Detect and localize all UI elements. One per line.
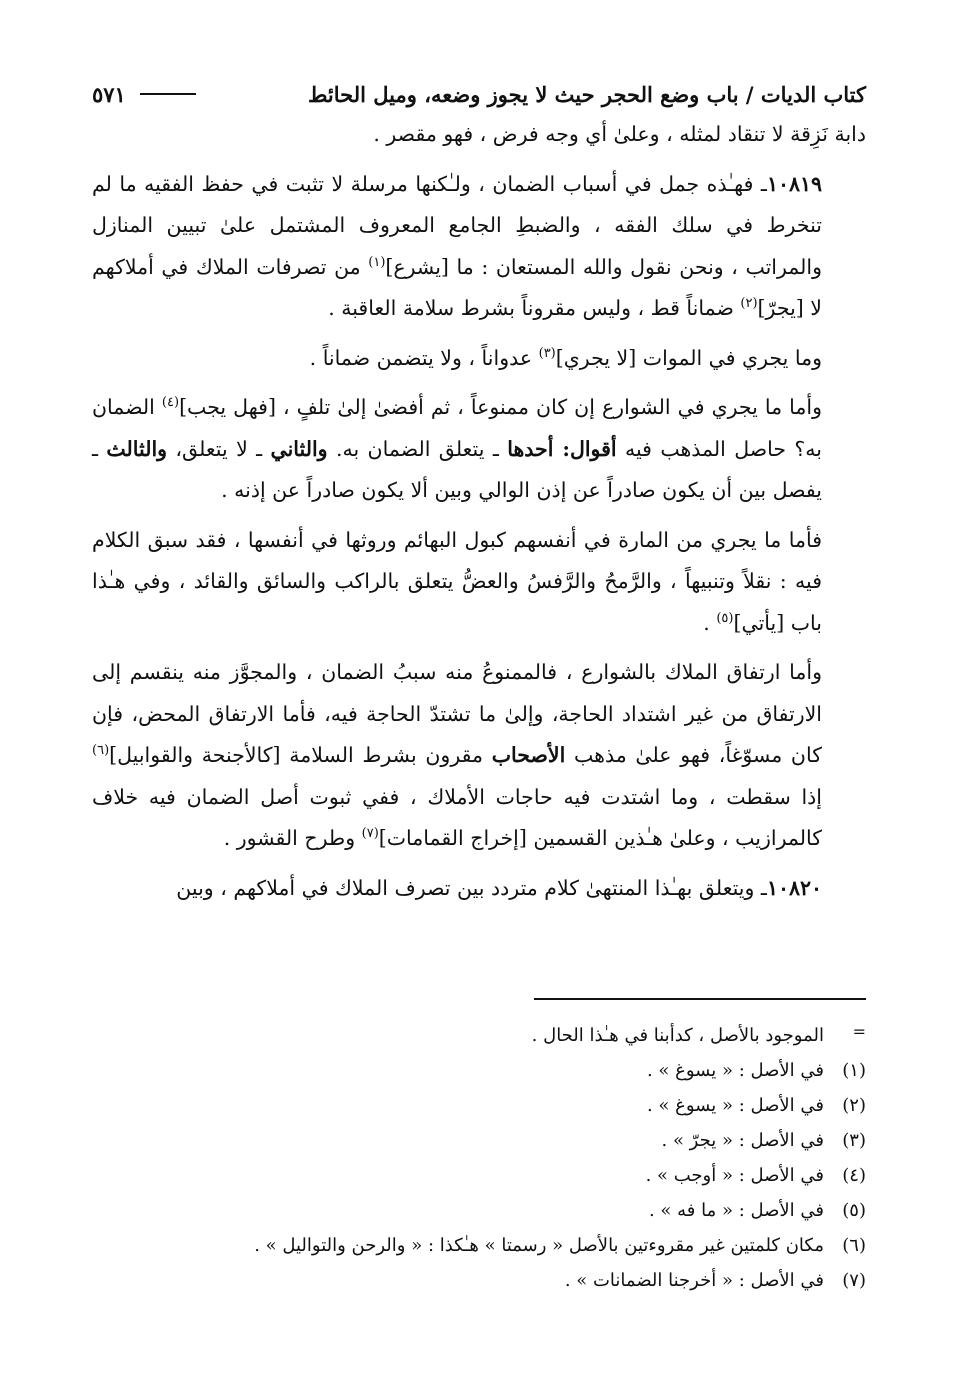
footnote-2 — [92, 1088, 866, 1123]
footnote-number: (١) — [842, 1060, 866, 1081]
footnote-ref-1[interactable]: (١) — [368, 254, 386, 270]
header-title: كتاب الديات / باب وضع الحجر حيث لا يجوز وضعه، وميل الحائط — [308, 81, 866, 107]
paragraph-text: وأما ما يجري في الشوارع إن كان ممنوعاً ، ثم أفضىٰ إلىٰ تلفٍ ، [فهل يجب] — [179, 395, 822, 419]
paragraph-text: دابة نَزِقة لا تنقاد لمثله ، وعلىٰ أي وجه فرض ، فهو مقصر . — [373, 122, 866, 146]
footnote-6 — [92, 1228, 866, 1263]
paragraph-text: ـ ويتعلق بهـٰذا المنتهىٰ كلام متردد بين تصرف الملاك في أملاكهم ، وبين — [176, 875, 767, 900]
paragraph-text: . — [703, 610, 717, 635]
paragraph-text: من تصرفات الملاك في أملاكهم لا [يجرّ] — [92, 254, 822, 320]
paragraph-text: ـ يفصل بين أن يكون صادراً عن إذن الوالي وبين ألا يكون صادراً عن إذنه . — [92, 436, 822, 502]
paragraph-10819 — [92, 164, 866, 330]
bold-term: أقوال: أحدها — [507, 436, 617, 461]
footnote-text: في الأصل : « ما فه » . — [648, 1200, 824, 1221]
paragraph-text: فأما ما يجري من المارة في أنفسهم كبول البهائم وروثها في أنفسها ، فقد سبق الكلام فيه : نقلاً وتنبيهاً ، والرَّمحُ والرَّفسُ والعضُّ يتعلق بالراكب والسائق والقائد ، وفي هـٰذا باب [يأتي] — [92, 527, 822, 635]
continuation-mark: = — [852, 1022, 866, 1041]
footnote-4 — [92, 1158, 866, 1193]
running-header — [92, 74, 866, 114]
paragraph-text: ضماناً قط ، وليس مقروناً بشرط سلامة العاقبة . — [328, 296, 741, 320]
main-text — [92, 114, 866, 909]
footnote-text: الموجود بالأصل ، كدأبنا في هـٰذا الحال . — [531, 1025, 824, 1046]
paragraph-text: وطرح القشور . — [223, 826, 362, 850]
footnote-5 — [92, 1193, 866, 1228]
footnote-text: في الأصل : « أوجب » . — [645, 1165, 824, 1186]
footnote-ref-3[interactable]: (٣) — [538, 345, 556, 361]
footnote-text: في الأصل : « يسوغ » . — [646, 1060, 824, 1081]
footnote-ref-2[interactable]: (٢) — [740, 296, 758, 312]
paragraph-text: ـ لا يتعلق، — [167, 436, 271, 461]
footnote-number: (٧) — [842, 1270, 866, 1291]
footnote-divider — [534, 998, 866, 1000]
footnote-text: في الأصل : « يسوغ » . — [646, 1095, 824, 1116]
paragraph-mawat — [92, 338, 866, 380]
footnote-text: مكان كلمتين غير مقروءتين بالأصل « رسمتا » هـٰكذا : « والرحن والتواليل » . — [254, 1235, 824, 1256]
paragraph-text: وأما ارتفاق الملاك بالشوارع ، فالممنوعُ منه سببُ الضمان ، والمجوَّز منه ينقسم إلى الارتفاق من غير اشتداد الحاجة، وإلىٰ ما تشتدّ الحاجة فيه، فأما الارتفاق المحض، فإن كان مسوّغاً، فهو علىٰ مذهب — [92, 660, 822, 767]
paragraph-0 — [92, 114, 866, 156]
paragraph-text: مقرون بشرط السلامة [كالأجنحة والقوابيل] — [109, 743, 492, 767]
footnote-number: (٢) — [842, 1095, 866, 1116]
bold-term: والثالث — [106, 436, 168, 461]
footnote-number: (٤) — [842, 1165, 866, 1186]
footnote-1 — [92, 1053, 866, 1088]
header-rule — [140, 93, 196, 95]
footnote-text: في الأصل : « يجرّ » . — [661, 1130, 824, 1151]
footnote-ref-7[interactable]: (٧) — [361, 826, 379, 842]
footnote-3 — [92, 1123, 866, 1158]
paragraph-text: الضمان به؟ حاصل المذهب فيه — [92, 395, 823, 461]
paragraph-text: وما يجري في الموات [لا يجري] — [555, 345, 822, 370]
footnotes — [92, 1018, 866, 1298]
footnote-7 — [92, 1263, 866, 1298]
footnote-number: (٦) — [842, 1235, 866, 1256]
paragraph-number: ١٠٨١٩ — [766, 171, 822, 196]
paragraph-text: ـ يتعلق الضمان به. — [327, 436, 508, 461]
paragraph-text: عدواناً ، ولا يتضمن ضماناً . — [309, 345, 539, 370]
footnote-ref-5[interactable]: (٥) — [716, 610, 734, 626]
footnote-continuation — [92, 1018, 866, 1053]
paragraph-text: ـ فهـٰذه جمل في أسباب الضمان ، ولـٰكنها مرسلة لا تثبت في حفظ الفقيه ما لم تنخرط في سلك الفقه ، والضبطِ الجامع المعروف المشتمل علىٰ تبيين المنازل والمراتب ، ونحن نقول والله المستعان : ما [يشرع] — [92, 171, 823, 279]
footnote-ref-6[interactable]: (٦) — [92, 743, 110, 759]
bold-term: الأصحاب — [491, 743, 566, 767]
footnote-ref-4[interactable]: (٤) — [161, 395, 180, 411]
paragraph-10820 — [92, 868, 866, 910]
paragraph-irtifaq — [92, 652, 866, 860]
paragraph-marra — [92, 520, 866, 645]
footnote-number: (٣) — [842, 1130, 866, 1151]
bold-term: والثاني — [270, 436, 328, 461]
footnote-text: في الأصل : « أخرجنا الضمانات » . — [564, 1270, 824, 1291]
page-number: ٥٧١ — [92, 81, 126, 107]
paragraph-text: إذا سقطت ، وما اشتدت فيه حاجات الأملاك ، ففي ثبوت أصل الضمان فيه خلاف كالمرازيب ، وعلىٰ هـٰذين القسمين [إخراج القمامات] — [92, 784, 822, 850]
paragraph-number: ١٠٨٢٠ — [766, 875, 822, 900]
footnote-number: (٥) — [842, 1200, 866, 1221]
paragraph-shawari — [92, 387, 866, 512]
